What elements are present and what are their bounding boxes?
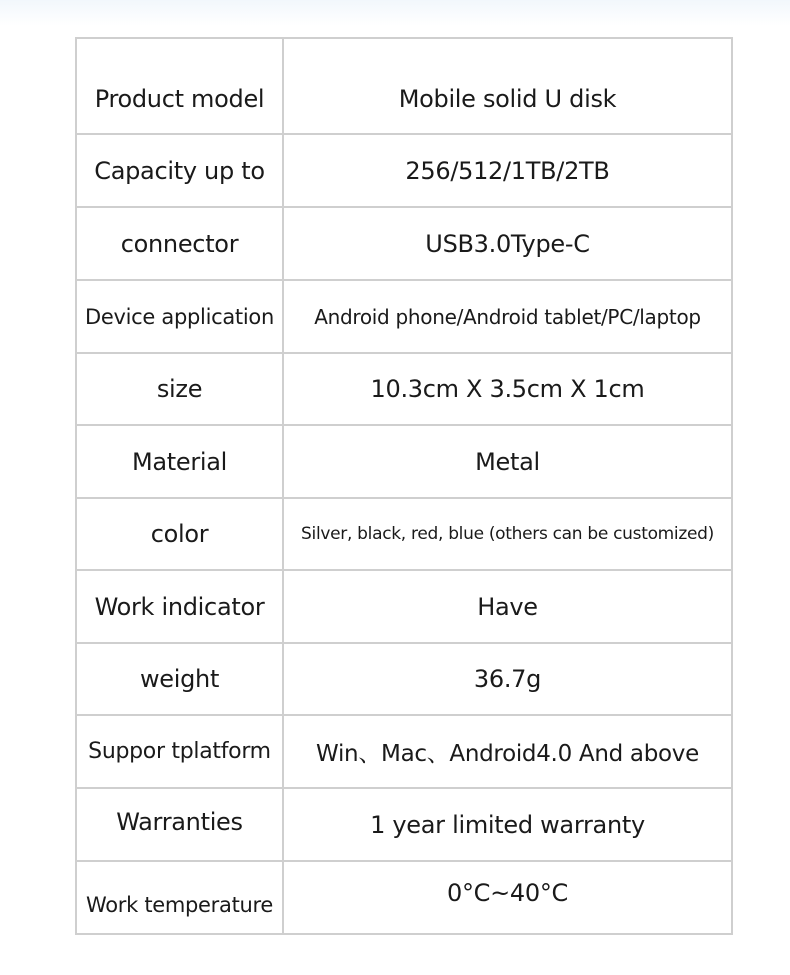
- value-weight: 36.7g: [283, 643, 732, 715]
- label-work-indicator: Work indicator: [76, 570, 283, 643]
- label-color: color: [76, 498, 283, 570]
- spec-table: [75, 37, 733, 935]
- value-warranties: 1 year limited warranty: [283, 788, 732, 861]
- value-device-application: Android phone/Android tablet/PC/laptop: [283, 280, 732, 353]
- value-product-model: Mobile solid U disk: [283, 38, 732, 134]
- table-row-material: [76, 425, 732, 498]
- table-row-connector: [76, 207, 732, 280]
- label-support-platform: Suppor tplatform: [76, 715, 283, 788]
- value-work-indicator: Have: [283, 570, 732, 643]
- table-row-work-temperature: [76, 861, 732, 934]
- table-row-support-platform: [76, 715, 732, 788]
- label-device-application: Device application: [76, 280, 283, 353]
- value-size: 10.3cm X 3.5cm X 1cm: [283, 353, 732, 425]
- table-row-warranties: [76, 788, 732, 861]
- table-row-device-application: [76, 280, 732, 353]
- label-connector: connector: [76, 207, 283, 280]
- table-row-size: [76, 353, 732, 425]
- label-capacity: Capacity up to: [76, 134, 283, 207]
- table-row-product-model: [76, 38, 732, 134]
- label-product-model: Product model: [76, 38, 283, 134]
- value-capacity: 256/512/1TB/2TB: [283, 134, 732, 207]
- value-connector: USB3.0Type-C: [283, 207, 732, 280]
- top-strip: [0, 0, 790, 26]
- table-row-color: [76, 498, 732, 570]
- label-work-temperature: Work temperature: [76, 861, 283, 934]
- value-work-temperature: 0°C~40°C: [283, 861, 732, 934]
- label-material: Material: [76, 425, 283, 498]
- table-row-weight: [76, 643, 732, 715]
- label-warranties: Warranties: [76, 788, 283, 861]
- label-weight: weight: [76, 643, 283, 715]
- label-size: size: [76, 353, 283, 425]
- value-color: Silver, black, red, blue (others can be customized): [283, 498, 732, 570]
- table-row-capacity: [76, 134, 732, 207]
- value-material: Metal: [283, 425, 732, 498]
- table-row-work-indicator: [76, 570, 732, 643]
- value-support-platform: Win、Mac、Android4.0 And above: [283, 715, 732, 788]
